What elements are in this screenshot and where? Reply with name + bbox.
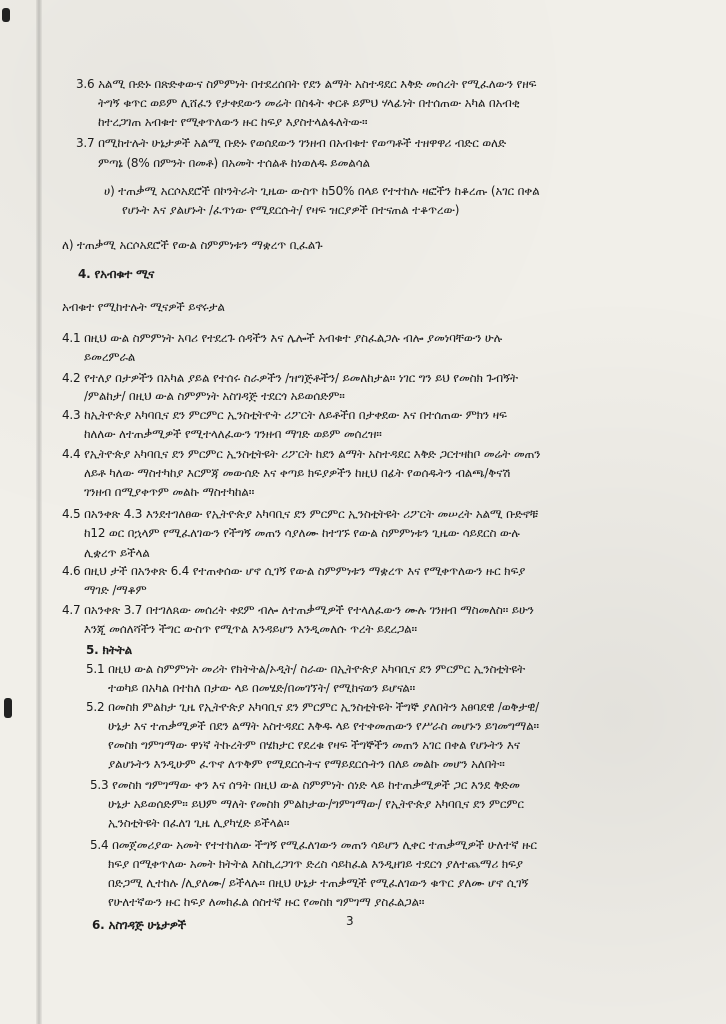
text-line: ይመረምራል bbox=[84, 350, 136, 364]
text-line: 4.3 ከኢትዮጵያ አካባቢና ደን ምርምር ኢንስቲትዮት ሪፖርት ለይቶችበ በታቀደው እና በተሰጠው ምክን ዛፍ bbox=[62, 408, 507, 422]
text-line: ክፍያ በሚቀጥለው አመት ክትትል እስኪረጋገጥ ድረስ ሳይከፈል እንዲዘገይ ተደርጎ ያለተጨማሪ ክፍያ bbox=[108, 857, 523, 871]
section-heading: 4. የአብቁተ ሚና bbox=[78, 267, 155, 281]
text-line: 4.7 በአንቀጽ 3.7 በተገለጸው መሰረት ቀደም ብሎ ለተጠቃሚዎች የተላለፈውን ሙሉ ገንዘብ ማስመለስ። ይሁን bbox=[62, 603, 534, 617]
text-line: 5.3 የመስክ ግምገማው ቀን እና ሰዓት በዚህ ውል ስምምነት ሰነድ ላይ ከተጠቃሚዎች ጋር እንደ ቅድመ bbox=[90, 778, 520, 792]
text-line: የመስክ ግምገማው ዋነኛ ትኩረትም በሄክታር የደረቁ የዛፍ ችግኞችን መጠን አገር በቀል የሆኑትን እና bbox=[108, 738, 520, 752]
text-line: ያልሆኑትን እንዲሁም ፈጥኖ ለጥቅም የሚደርሱትና የማይደርሱትን በለይ መልኩ መሆን አለበት። bbox=[108, 757, 505, 771]
text-line: 4.5 በአንቀጽ 4.3 እንደተገለፀው የኢትዮጵያ አካባቢና ደን ምርምር ኢንስቲትዩት ሪፖርት መሠረት አልሚ ቡድኖቹ bbox=[62, 507, 539, 521]
text-line: አብቁተ የሚከተሉት ሚናዎች ይኖሩታል bbox=[62, 300, 225, 314]
text-line: ኢንስቲትዩት በፈለገ ጊዜ ሊያካሂድ ይችላል። bbox=[108, 816, 290, 830]
text-line: ከ12 ወር በኋላም የሚፈለገውን የችግኝ መጠን ሳያለሙ ከተገኙ የውል ስምምነቱን ጊዜው ሳይደርስ ውሉ bbox=[84, 526, 520, 540]
text-line: ሀ) ተጠቃሚ አርሶአደሮች በኮንትራት ጊዜው ውስጥ ከ50% በላይ የተተከሉ ዛፎችን ከቆረጡ (አገር በቀል bbox=[104, 184, 540, 198]
section-heading: 5. ክትትል bbox=[86, 643, 132, 657]
text-line: እንጂ መሰለሻችን ችግር ውስጥ የሚጥል እንዳይሆን እንዲመለሱ ጥረት ይደረጋል። bbox=[84, 622, 417, 636]
page-number: 3 bbox=[346, 914, 354, 928]
text-line: ገንዘብ በሚያቀጥም መልኩ ማስተካከል። bbox=[84, 485, 255, 499]
text-line: 3.6 አልሚ ቡድኑ በጽድቀውና ስምምነት በተደረሰበት የደን ልማት አስተዳደር እቅድ መሰረት የሚፈለውን የዘፍ bbox=[76, 77, 537, 91]
text-line: ማገድ /ማቆም bbox=[84, 583, 147, 597]
text-line: ሁኔታ አይወሰድም። ይህም ማለት የመስክ ምልከታው/ግምገማው/ የኢትዮጵያ አካባቢና ደን ምርምር bbox=[108, 797, 524, 811]
text-line: 4.1 በዚህ ውል ስምምነት አባሪ የተደረጉ ሰዳችን እና ሌሎች አብቁተ ያስፈልጋሉ ብሎ ያመነባቸውን ሁሉ bbox=[62, 331, 502, 345]
text-line: ለ) ተጠቃሚ አርሶአደሮች የውል ስምምነቱን ማቋረጥ ቢፈልጉ bbox=[62, 238, 323, 252]
text-line: ለይቶ ካለው ማስተካከያ እርምጃ መውሰድ እና ቀጣይ ክፍያዎችን ከዚህ በፊት የወሰዱትን ብልጫ/ቅናሽ bbox=[84, 466, 511, 480]
page-fold-shadow bbox=[36, 0, 42, 1024]
text-line: 4.2 የተለያ በታዎችን በአካል ያይል የተሰሩ ስራዎችን /ዝግጅቶችን/ ይመለከታል። ነገር ግን ይህ የመስክ ጉብኝት bbox=[62, 371, 518, 385]
section-heading: 6. አስገዳጅ ሁኔታዎች bbox=[92, 918, 187, 932]
text-line: 4.6 በዚህ ታች በአንቀጽ 6.4 የተጠቀሰው ሆኖ ሲገኝ የውል ስምምነቱን ማቋረጥ እና የሚቀጥለውን ዙር ክፍያ bbox=[62, 564, 526, 578]
text-line: የሁለተኛውን ዙር ከፍያ ለመክፈል ሰስተኛ ዙር የመስክ ግምገማ ያስፈልጋል። bbox=[108, 895, 425, 909]
scan-edge-mark bbox=[2, 8, 10, 22]
text-line: 3.7 በሚከተሉት ሁኔታዎች አልሚ ቡድኑ የወሰደውን ገንዘብ በአብቁተ የወጣቶች ተዘዋዋሪ ብድር ወለድ bbox=[76, 136, 506, 150]
scan-edge-mark bbox=[4, 698, 12, 718]
text-line: ምጣኔ (8% በምንት በመቶ) በአመት ተሰልቶ ከነወለዱ ይመልሳል bbox=[98, 156, 370, 170]
text-line: 5.1 በዚህ ውል ስምምነት መሪት የክትትል/ኦዲት/ ስራው በኢትዮጵያ አካባቢና ደን ምርምር ኢንስቲትዩት bbox=[86, 662, 525, 676]
text-line: ሁኔታ እና ተጠቃሚዎች በደን ልማት አስተዳደር እቅዱ ላይ የተቀመጠውን የሥራስ መሆኑን ይገመግማል። bbox=[108, 719, 539, 733]
text-line: ተወካይ በአካል በተከለ በታው ላይ በመሄድ/በመገኘት/ የሚከናወን ይሆናል። bbox=[108, 681, 416, 695]
text-line: ሊቋረጥ ይችላል bbox=[84, 546, 150, 560]
text-line: 4.4 የኢትዮጵያ አካባቢና ደን ምርምር ኢንስቲትዩት ሪፖርት ከደን ልማት አስተዳደር እቅድ ጋርተዛከቦ መሬት መጠን bbox=[62, 447, 541, 461]
text-line: ከተረጋገጠ አብቁተ የሚቀጥለውን ዙር ከፍያ እያስተላልፋለትው። bbox=[98, 115, 368, 129]
text-line: 5.4 በመጀመሪያው አመት የተተከለው ችግኝ የሚፈለገውን መጠን ሳይሆን ሊቀር ተጠቃሚዎች ሁለተኛ ዙር bbox=[90, 838, 537, 852]
text-line: /ምልከታ/ በዚህ ውል ስምምነት አስገዳጅ ተደርጎ አይወሰድም። bbox=[84, 389, 345, 403]
text-line: የሆኑት እና ያልሆኑት /ፈጥነው የሚደርሱት/ የዛፍ ዝርያዎች በተናጠል ተቆጥረው) bbox=[122, 203, 460, 217]
text-line: በድጋሚ ሊተከሉ /ሊያለሙ/ ይችላሉ። በዚህ ሁኔታ ተጠቃሚች የሚፈለገውን ቁጥር ያለሙ ሆኖ ሲገኝ bbox=[108, 876, 529, 890]
text-line: ትግኝ ቁጥር ወይም ሊሸፈን የታቀደውን መሬት በስፋት ቀርቶ ይምህ ሃላፊነት በተሰጠው አካል በአብቂ bbox=[98, 96, 520, 110]
text-line: ከለለው ለተጠቃሚዎች የሚተላለፈውን ገንዘብ ማገድ ወይም መሰረዝ። bbox=[84, 427, 382, 441]
text-line: 5.2 በመስክ ምልከታ ጊዜ የኢትዮጵያ አካባቢና ደን ምርምር ኢንስቲትዩት ችግኞ ያለበትን አፀባደዊ /ወቅታዊ/ bbox=[86, 700, 539, 714]
